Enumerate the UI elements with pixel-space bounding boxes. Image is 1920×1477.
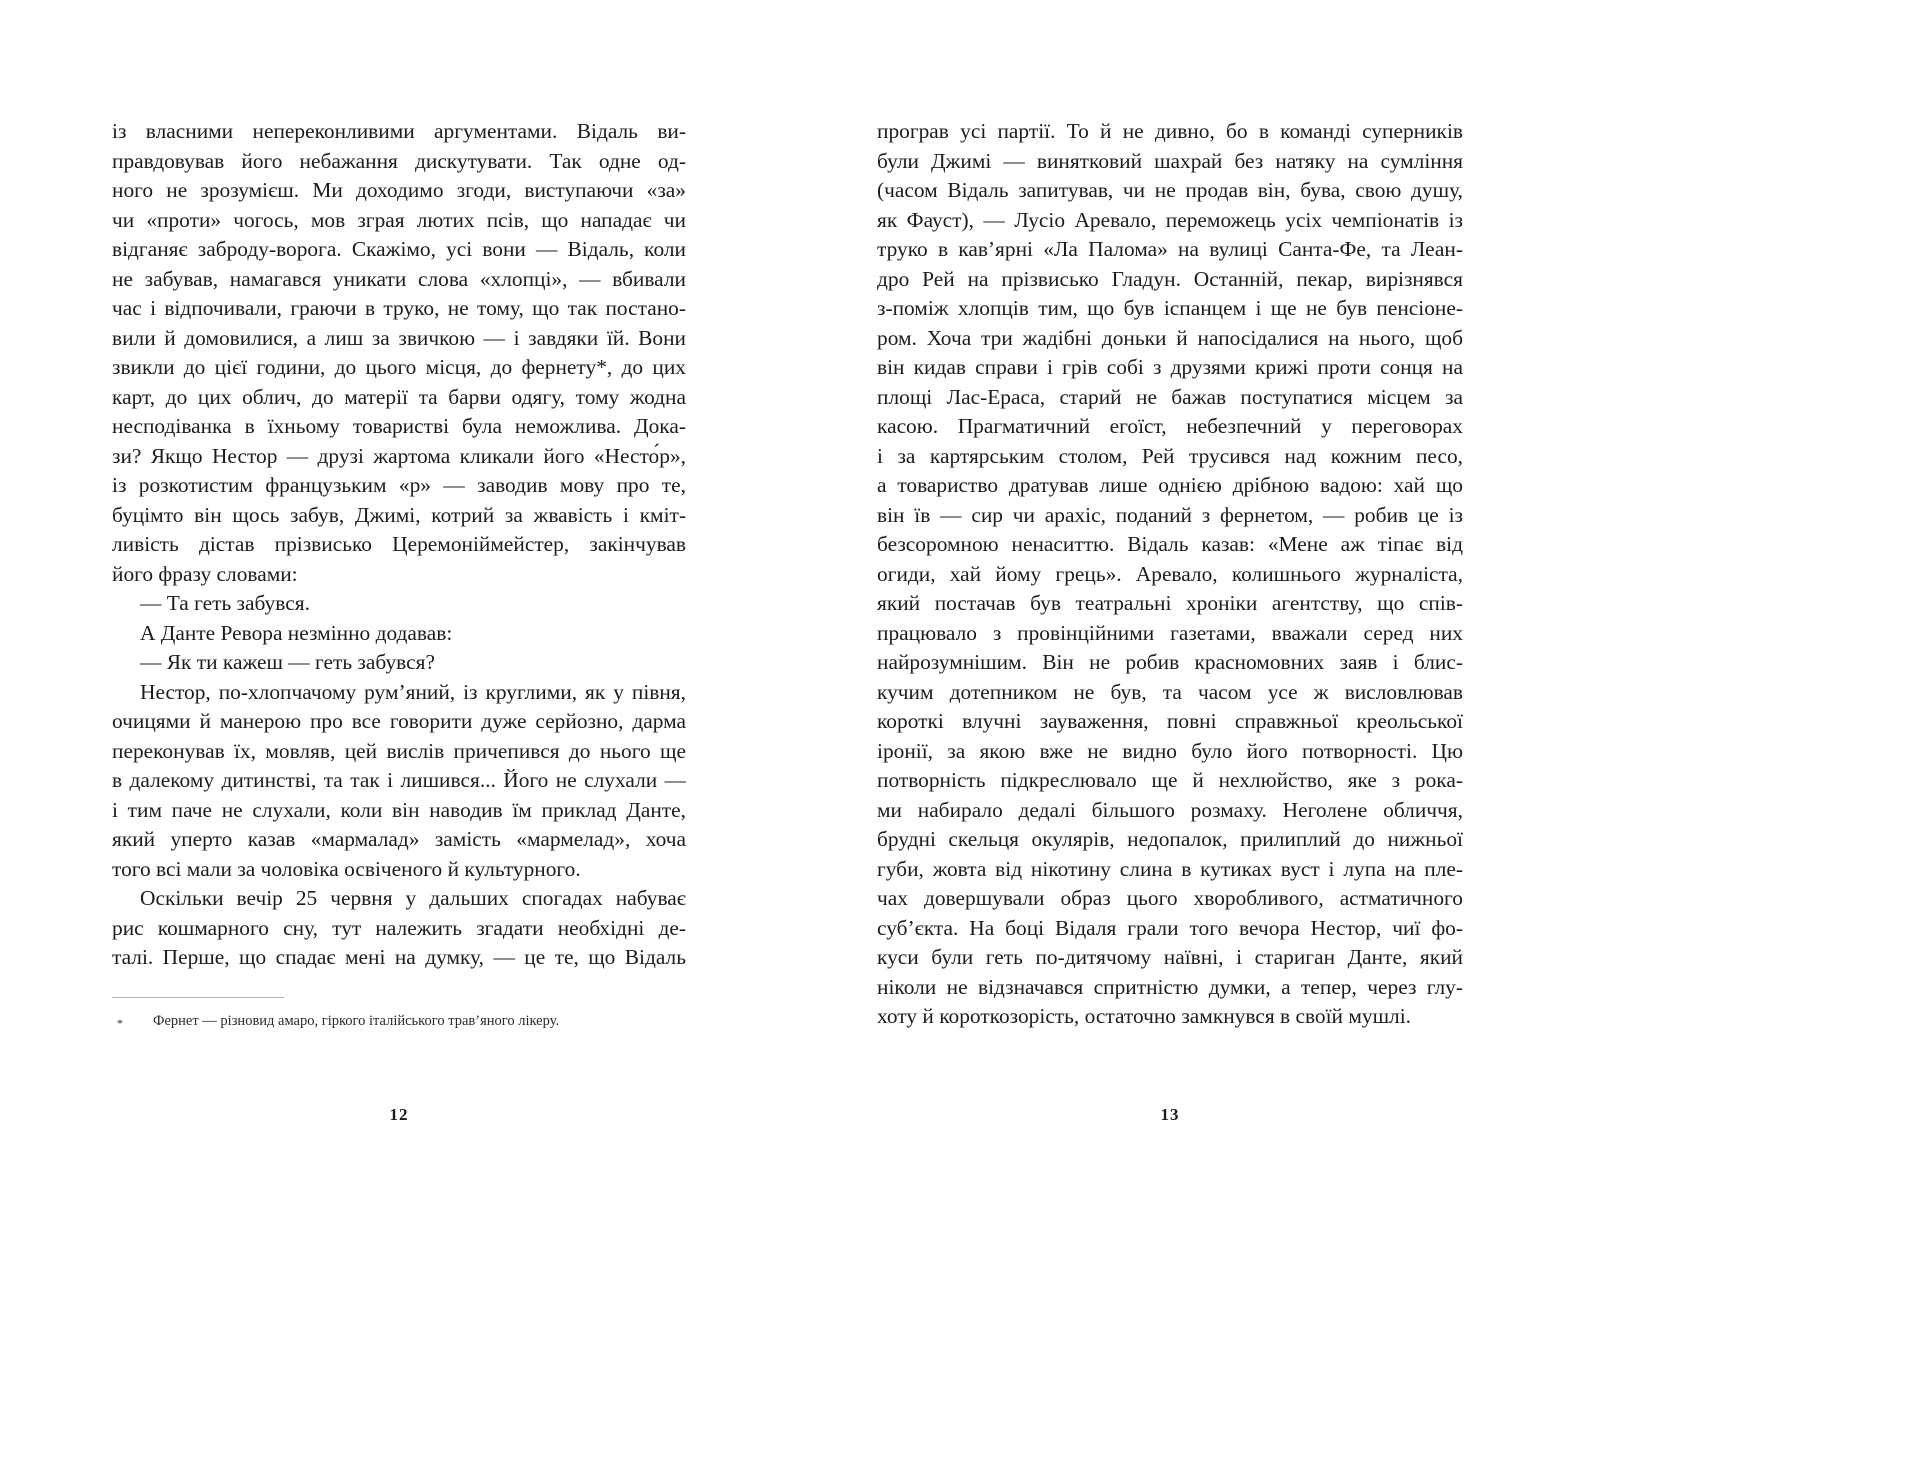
text-line: дро Рей на прізвисько Гладун. Останній, пекар, вирізнявся [877,266,1463,291]
text-line: карт, до цих облич, до матерії та барви одягу, тому жодна [112,384,686,409]
text-line: із розкотистим французьким «р» — заводив мову про те, [112,473,686,497]
text-line: огиди, хай йому грець». Аревало, колишнього журналіста, [877,561,1463,586]
text-line: касою. Прагматичний егоїст, небезпечний у переговорах [877,414,1463,438]
text-line: рис кошмарного сну, тут належить згадати необхідні де- [112,915,686,940]
text-line: ром. Хоча три жадібні доньки й напосідалися на нього, щоб [877,325,1463,350]
text-line: ми набирало дедалі більшого розмаху. Неголене обличчя, [877,797,1463,822]
text-line: Нестор, по-хлопчачому рум’яний, із круглими, як у півня, [140,679,686,704]
footnote [112,1011,686,1033]
text-line: із власними непереконливими аргументами. Відаль ви- [112,119,686,143]
text-line: кучим дотепником не був, та часом усе ж висловлював [877,679,1463,704]
text-line: який постачав був театральні хроніки агентству, що спів- [877,591,1463,615]
text-line: (часом Відаль запитував, чи не продав він, бува, свою душу, [877,178,1463,202]
text-line: іронії, за якою вже не видно було його потворності. Цю [877,738,1463,763]
page-right [877,117,1463,1217]
text-line: він їв — сир чи арахіс, поданий з фернетом, — робив це із [877,502,1463,527]
text-line: звикли до цієї години, до цього місця, до фернету*, до цих [112,355,686,379]
page-left [112,117,686,1217]
text-line: талі. Перше, що спадає мені на думку, — це те, що Відаль [112,945,686,969]
text-line: суб’єкта. На боці Відаля грали того вечора Нестор, чиї фо- [877,915,1463,940]
text-line: куси були геть по-дитячому наївні, і стариган Данте, який [877,945,1463,969]
text-line: як Фауст), — Лусіо Аревало, переможець усіх чемпіонатів із [877,207,1463,232]
text-line: відганяє заброду-ворога. Скажімо, усі вони — Відаль, коли [112,237,686,261]
footnote-text: Фернет — різновид амаро, гіркого італійського трав’яного лікеру. [153,1012,560,1029]
page-number-left: 12 [389,1105,409,1124]
right-text-block [877,117,1463,1032]
text-line: працювало з провінційними газетами, вважали серед них [877,620,1463,645]
text-line: труко в кав’ярні «Ла Палома» на вулиці Санта-Фе, та Леан- [877,237,1463,261]
text-line: очицями й манерою про все говорити дуже серйозно, дарма [112,709,686,733]
text-line: правдовував його небажання дискутувати. Так одне од- [112,148,686,173]
text-line: найрозумнішим. Він не робив красномовних заяв і блис- [877,650,1463,674]
page-number-right: 13 [1160,1105,1180,1124]
text-line: ливість дістав прізвисько Церемоніймейстер, закінчував [112,532,686,556]
footnote-divider [112,997,284,998]
text-line: з-поміж хлопців тим, що був іспанцем і ще не був пенсіоне- [877,296,1463,320]
left-text-block [112,117,686,973]
text-line: А Данте Ревора незмінно додавав: [140,620,453,645]
text-line: вили й домовилися, а лиш за звичкою — і завдяки їй. Вони [112,325,686,350]
text-line: а товариство дратував лише однією дрібною вадою: хай що [877,473,1463,497]
text-line: губи, жовта від нікотину слина в кутиках вуст і лупа на пле- [877,856,1463,881]
text-line: його фразу словами: [112,561,298,586]
text-line: час і відпочивали, граючи в труко, не тому, що так постано- [112,296,686,320]
text-line: переконував їх, мовляв, цей вислів причепився до нього ще [112,738,686,763]
text-line: і за картярським столом, Рей трусився над кожним песо, [877,443,1463,468]
text-line: в далекому дитинстві, та так і лишився... Його не слухали — [112,768,686,792]
text-line: потворність підкреслювало ще й нехлюйство, яке з рока- [877,768,1463,792]
text-line: хоту й короткозорість, остаточно замкнувся в своїй мушлі. [877,1004,1412,1028]
text-line: брудні скельця окулярів, недопалок, прилиплий до нижньої [877,827,1463,851]
text-line: буцімто він щось забув, Джимі, котрий за жвавість і кміт- [112,502,686,527]
text-line: зи? Якщо Нестор — друзі жартома кликали його «Несто́р», [112,443,686,468]
text-line: він кидав справи і грів собі з друзями крижі проти сонця на [877,355,1463,379]
text-line: — Та геть забувся. [140,591,310,615]
text-line: не забував, намагався уникати слова «хлопці», — вбивали [112,266,686,291]
text-line: який уперто казав «мармалад» замість «мармелад», хоча [112,827,686,851]
footnote-area [112,997,686,1033]
text-line: ніколи не відзначався спритністю думки, а тепер, через глу- [877,974,1463,999]
footnote-marker: * [117,1015,123,1030]
text-line: того всі мали за чоловіка освіченого й культурного. [112,856,581,881]
text-line: Оскільки вечір 25 червня у дальших спогадах набуває [140,886,686,910]
text-line: несподіванка в їхньому товаристві була неможлива. Дока- [112,414,686,438]
text-line: ного не зрозумієш. Ми доходимо згоди, виступаючи «за» [112,178,686,202]
text-line: площі Лас-Ераса, старий не бажав поступатися місцем за [877,384,1463,409]
text-line: і тим паче не слухали, коли він наводив їм приклад Данте, [112,797,686,822]
text-line: програв усі партії. То й не дивно, бо в команді суперників [877,119,1463,143]
text-line: були Джимі — винятковий шахрай без натяку на сумління [877,148,1463,173]
text-line: — Як ти кажеш — геть забувся? [140,650,435,674]
text-line: чи «проти» чогось, мов зграя лютих псів, що нападає чи [112,207,686,232]
text-line: безсоромною ненаситтю. Відаль казав: «Мене аж тіпає від [877,532,1463,556]
text-line: чах довершували образ цього хворобливого, астматичного [877,886,1463,910]
text-line: короткі влучні зауваження, повні справжньої креольської [877,709,1463,733]
